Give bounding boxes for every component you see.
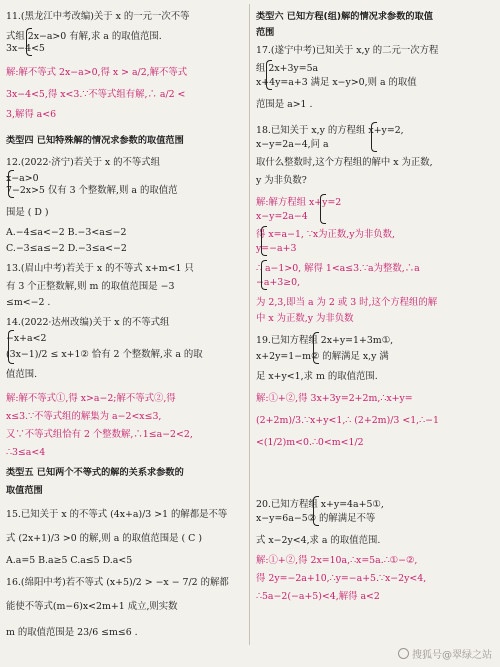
question-line: C.−3≤a≤−2 D.−3≤a<−2 [6, 243, 127, 254]
question-line: x+2y=1−m② 的解满足 x,y 满 [256, 351, 389, 362]
watermark-icon [398, 648, 409, 659]
brace [320, 194, 326, 224]
question-line: 18.已知关于 x,y 的方程组 x+y=2, [256, 125, 404, 136]
question-line: 14.(2022·达州改编)关于 x 的不等式组 [6, 317, 170, 328]
question-line: x−a>0 [6, 173, 39, 184]
question-line: 11.(黑龙江中考改编)关于 x 的一元一次不等 [6, 11, 190, 22]
question-line: 式 x−2y<4,求 a 的取值范围. [256, 535, 381, 546]
question-line: 能使不等式(m−6)x<2m+1 成立,则实数 [6, 601, 178, 612]
question-line: x−y=2a−4,问 a [256, 139, 329, 150]
solution-line: −a+3≥0, [256, 277, 301, 288]
section-heading: 类型六 已知方程(组)解的情况求参数的取值 [256, 11, 433, 22]
solution-line: 解:①+②,得 2x=10a,∴x=5a.∴①−②, [256, 555, 418, 566]
question-line: 12.(2022·济宁)若关于 x 的不等式组 [6, 157, 161, 168]
brace [8, 330, 14, 364]
question-line: (3x−1)/2 ≤ x+1② 恰有 2 个整数解,求 a 的取 [6, 349, 203, 360]
brace [313, 332, 319, 364]
question-line: 16.(绵阳中考)若不等式 (x+5)/2 > −x − 7/2 的解都 [6, 577, 229, 588]
solution-line: <(1/2)m<0.∴0<m<1/2 [256, 437, 364, 448]
question-line: 19.已知方程组 2x+y=1+3m①, [256, 335, 394, 346]
solution-line: ∴5a−2(−a+5)<4,解得 a<2 [256, 591, 380, 602]
solution-line: 中 x 为正数,y 为非负数 [256, 313, 354, 324]
solution-line: ∴ a−1>0, 解得 1<a≤3.∵a为整数,∴a [256, 263, 420, 274]
question-line: 13.(眉山中考)若关于 x 的不等式 x+m<1 只 [6, 263, 194, 274]
solution-line: 解:解不等式①,得 x>a−2;解不等式②,得 [6, 393, 176, 404]
question-line: m 的取值范围是 23/6 ≤m≤6 . [6, 627, 138, 638]
solution-line: y=−a+3 [256, 243, 297, 254]
question-line: x+4y=a+3 满足 x−y>0,则 a 的取值 [256, 77, 417, 88]
question-line: ≤m<−2 . [6, 297, 51, 308]
section-heading: 取值范围 [6, 485, 43, 496]
question-line: −x+a<2 [6, 333, 47, 344]
question-line: A.a=5 B.a≥5 C.a≤5 D.a<5 [6, 555, 133, 566]
solution-line: 又∵不等式组恰有 2 个整数解,∴1≤a−2<2, [6, 429, 193, 440]
question-line: 17.(遂宁中考)已知关于 x,y 的二元一次方程 [256, 45, 439, 56]
solution-line: 解:解不等式 2x−a>0,得 x > a/2,解不等式 [6, 67, 188, 78]
question-line: 取什么整数时,这个方程组的解中 x 为正数, [256, 157, 433, 168]
solution-line: ∴3≤a<4 [6, 447, 46, 458]
section-heading: 范围 [256, 27, 275, 38]
solution-line: 得 x=a−1, ∵x为正数,y为非负数, [256, 229, 396, 240]
solution-line: (2+2m)/3.∵x+y<1,∴ (2+2m)/3 <1,∴−1 [256, 415, 439, 426]
solution-line: x≤3.∵不等式组的解集为 a−2<x≤3, [6, 411, 162, 422]
question-line: 15.已知关于 x 的不等式 (4x+a)/3 >1 的解都是不等 [6, 509, 228, 520]
column-divider [249, 4, 250, 645]
question-line: 足 x+y<1,求 m 的取值范围. [256, 371, 378, 382]
solution-line: 为 2,3,即当 a 为 2 或 3 时,这个方程组的解 [256, 297, 438, 308]
section-heading: 类型五 已知两个不等式的解的关系求参数的 [6, 467, 184, 478]
question-line: 式 (2x+1)/3 >0 的解,则 a 的取值范围是 ( C ) [6, 533, 202, 544]
brace [8, 170, 14, 198]
brace [261, 260, 267, 290]
solution-line: 解:解方程组 x+y=2 [256, 197, 342, 208]
watermark: 搜狐号@翠绿之站 [398, 646, 492, 661]
solution-line: 解:①+②,得 3x+3y=2+2m,∴x+y= [256, 393, 413, 404]
question-line: 有 3 个正整数解,则 m 的取值范围是 −3 [6, 281, 175, 292]
solution-line: x−y=2a−4 [256, 211, 308, 222]
question-line: A.−4≤a<−2 B.−3<a≤−2 [6, 227, 127, 238]
question-line: y 为非负数? [256, 175, 307, 186]
solution-line: 3x−4<5,得 x<3.∵不等式组有解,∴ a/2 < [6, 89, 186, 100]
brace [26, 28, 32, 56]
question-line: x−y=6a−5② 的解满足不等 [256, 513, 376, 524]
section-heading: 类型四 已知特殊解的情况求参数的取值范围 [6, 135, 184, 146]
question-line: 围是 ( D ) [6, 207, 49, 218]
brace [371, 122, 377, 152]
solution-line: 得 2y=−2a+10,∴y=−a+5.∵x−2y<4, [256, 573, 427, 584]
question-line: 3x−4<5 [6, 43, 45, 54]
question-line: 范围是 a>1 . [256, 99, 313, 110]
question-line: 组 2x+3y=5a [256, 63, 319, 74]
brace [261, 226, 267, 256]
question-line: 值范围. [6, 369, 38, 380]
right-column [252, 0, 500, 667]
solution-line: 3,解得 a<6 [6, 109, 57, 120]
question-line: 7−2x>5 仅有 3 个整数解,则 a 的取值范 [6, 185, 178, 196]
brace [266, 60, 272, 90]
brace [313, 496, 319, 526]
question-line: 20.已知方程组 x+y=4a+5①, [256, 499, 384, 510]
question-line: 式组 2x−a>0 有解,求 a 的取值范围. [6, 31, 162, 42]
